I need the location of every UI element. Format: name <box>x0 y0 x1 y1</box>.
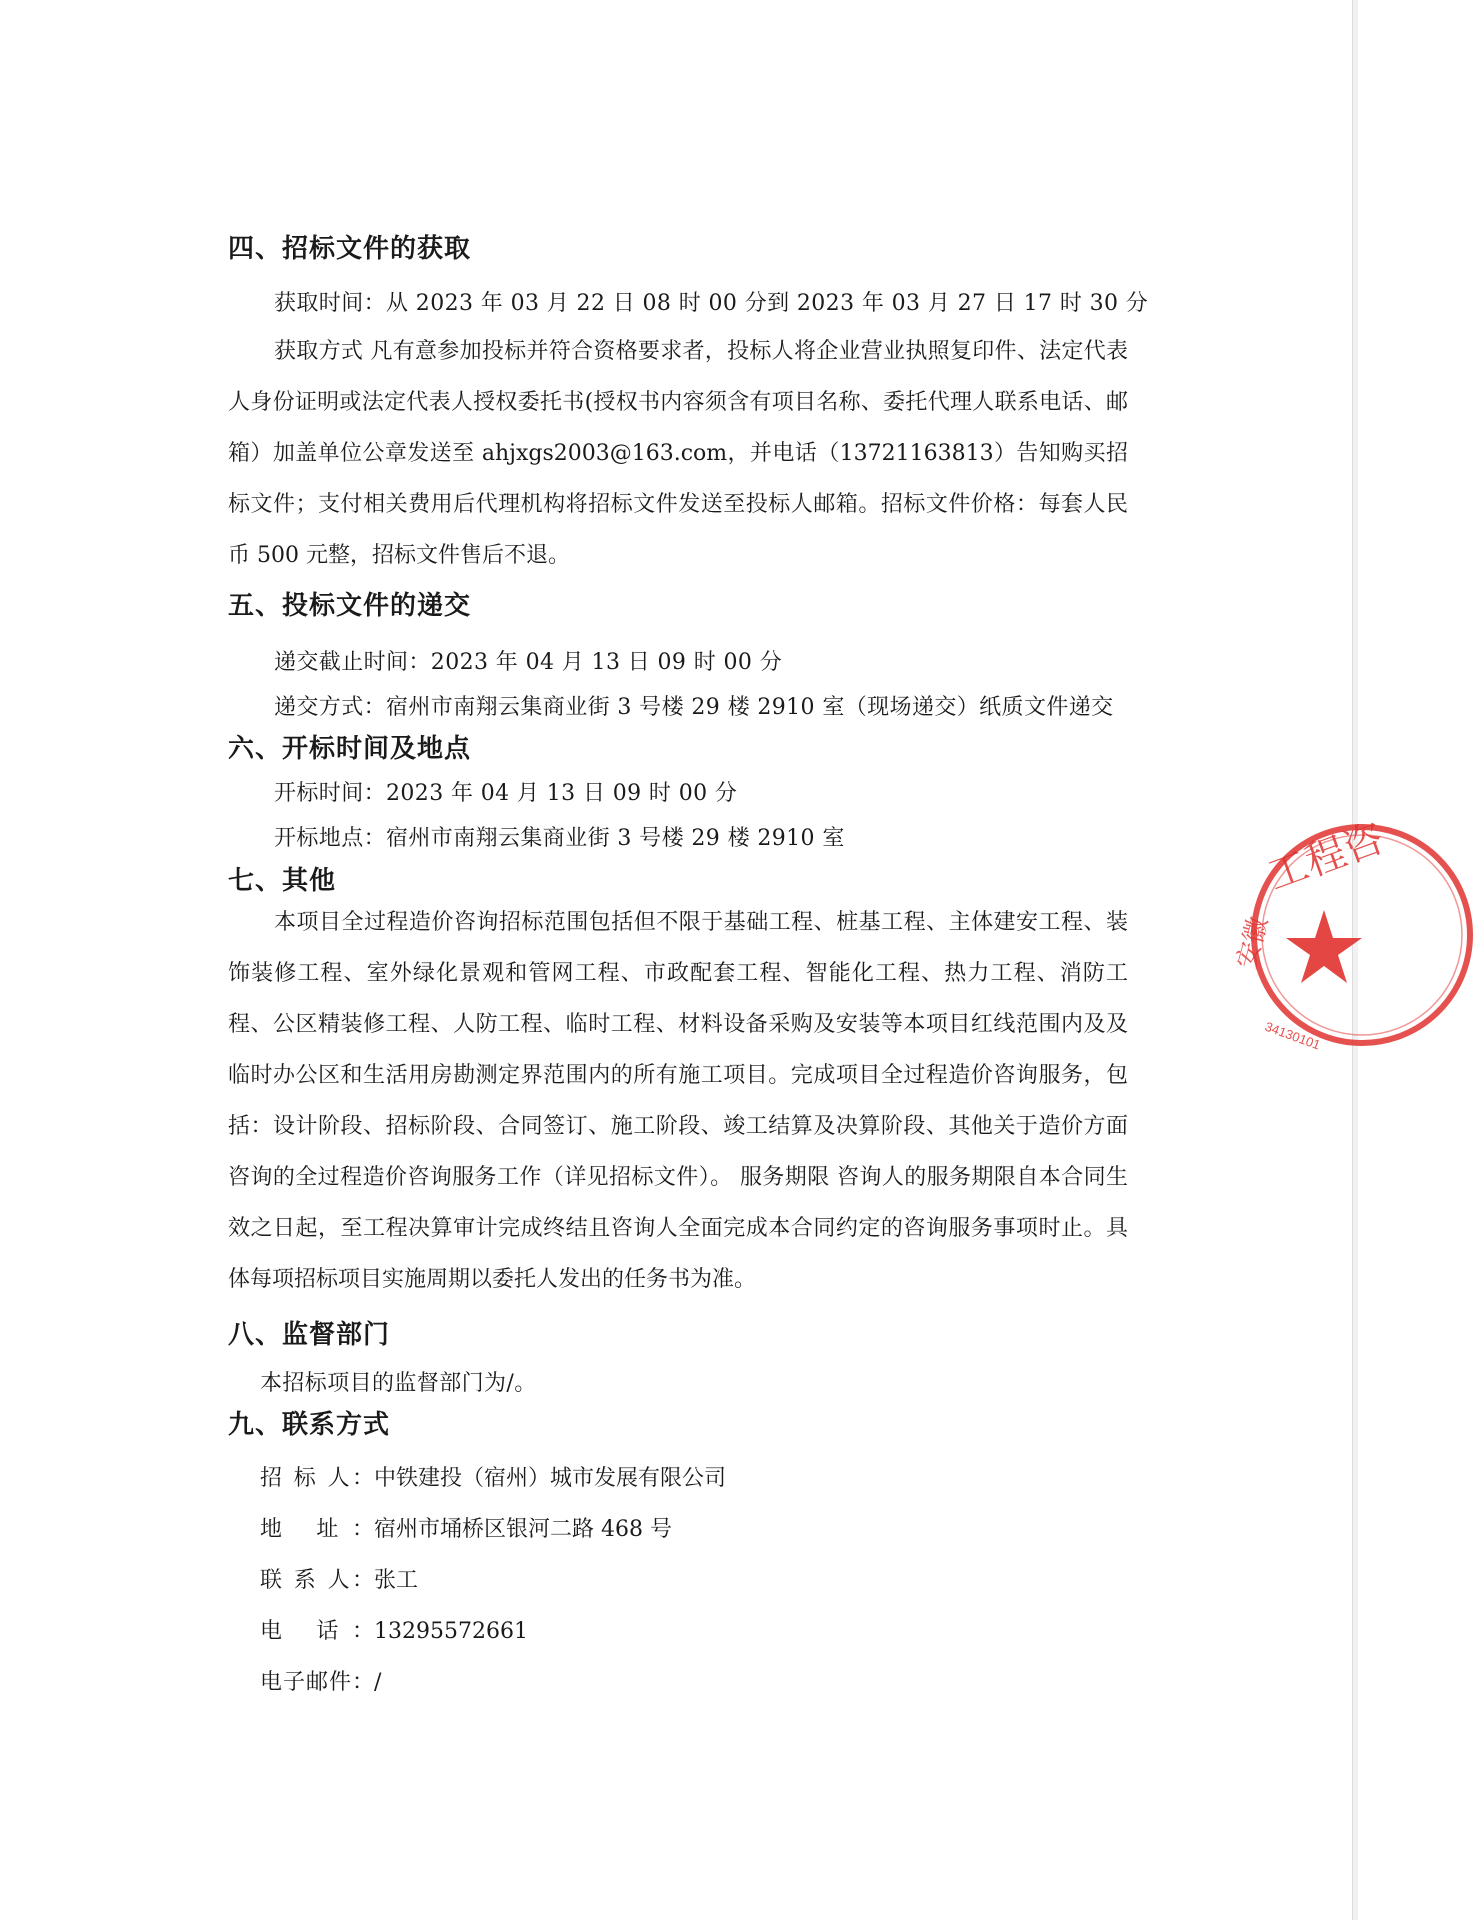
contact-row-email <box>260 1665 381 1696</box>
contact-label: 招 标 人： <box>260 1466 374 1491</box>
section-7-heading: 七、其他 <box>228 866 337 896</box>
section-4-heading: 四、招标文件的获取 <box>228 234 472 264</box>
seal-number: 34130101 <box>1262 1018 1323 1053</box>
contact-label: 联 系 人： <box>260 1568 374 1593</box>
contact-row-person <box>260 1563 418 1594</box>
contact-label: 地 址： <box>260 1517 374 1542</box>
section-6-time: 开标时间：2023 年 04 月 13 日 09 时 00 分 <box>274 781 738 806</box>
section-9-heading: 九、联系方式 <box>228 1410 391 1440</box>
section-7-body: 本项目全过程造价咨询招标范围包括但不限于基础工程、桩基工程、主体建安工程、装饰装修工程、室外绿化景观和管网工程、市政配套工程、智能化工程、热力工程、消防工程、公区精装修工程、人防工程、临时工程、材料设备采购及安装等本项目红线范围内及及临时办公区和生活用房勘测定界范围内的所有施工项目。完成项目全过程造价咨询服务，包括：设计阶段、招标阶段、合同签订、施工阶段、竣工结算及决算阶段、其他关于造价方面咨询的全过程造价咨询服务工作（详见招标文件）。 服务期限 咨询人的服务期限自本合同生效之日起，至工程决算审计完成终结且咨询人全面完成本合同约定的咨询服务事项时止。具体每项招标项目实施周期以委托人发出的任务书为准。 <box>228 910 1128 1292</box>
contact-row-tenderer <box>260 1461 726 1492</box>
section-8-body: 本招标项目的监督部门为/。 <box>260 1371 537 1396</box>
contact-row-address <box>260 1512 672 1543</box>
contact-label: 电 话： <box>260 1619 374 1644</box>
section-6-place: 开标地点：宿州市南翔云集商业街 3 号楼 29 楼 2910 室 <box>274 826 845 851</box>
section-5-deadline: 递交截止时间：2023 年 04 月 13 日 09 时 00 分 <box>274 650 783 675</box>
contact-value: 宿州市埇桥区银河二路 468 号 <box>374 1517 672 1542</box>
section-5-heading: 五、投标文件的递交 <box>228 591 472 621</box>
seal-left-text: 安徽 <box>1231 913 1274 972</box>
contact-label: 电子邮件： <box>260 1670 374 1695</box>
section-6-heading: 六、开标时间及地点 <box>228 734 472 764</box>
contact-value: 张工 <box>374 1568 419 1593</box>
section-4-method: 获取方式 凡有意参加投标并符合资格要求者，投标人将企业营业执照复印件、法定代表人身份证明或法定代表人授权委托书(授权书内容须含有项目名称、委托代理人联系电话、邮箱）加盖单位公章发送至 ahjxgs2003@163.com，并电话（13721163813）告知购买招标文件；支付相关费用后代理机构将招标文件发送至投标人邮箱。招标文件价格：每套人民币 500 元整，招标文件售后不退。 <box>228 339 1128 568</box>
seal-star-icon <box>1286 910 1362 983</box>
company-seal <box>1231 810 1484 1060</box>
section-4-time: 获取时间：从 2023 年 03 月 22 日 08 时 00 分到 2023 年 03 月 27 日 17 时 30 分 <box>274 291 1149 316</box>
section-8-heading: 八、监督部门 <box>228 1320 391 1350</box>
contact-row-phone <box>260 1614 528 1645</box>
contact-value: 13295572661 <box>374 1619 528 1644</box>
seal-top-text: 工程咨 <box>1261 815 1390 899</box>
section-5-method: 递交方式：宿州市南翔云集商业街 3 号楼 29 楼 2910 室（现场递交）纸质文件递交 <box>274 695 1114 720</box>
contact-value: 中铁建投（宿州）城市发展有限公司 <box>374 1466 727 1491</box>
contact-value: / <box>374 1670 382 1695</box>
